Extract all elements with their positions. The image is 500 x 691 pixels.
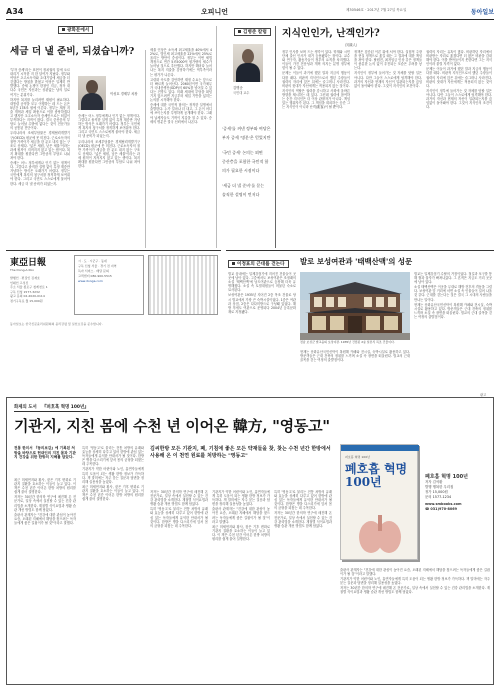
section-rule (6, 250, 221, 251)
website-link[interactable]: www.donga.com (78, 279, 103, 283)
article-title: 발로 보성여관과 '태백산맥'의 성문 (300, 257, 413, 266)
quote-line: '국민 증세' 논의는 외면 (222, 150, 263, 155)
quote-line: '세금 더 낼 준비'를 묻는 (222, 183, 265, 188)
cover-title-text: 폐호흡 혁명 100년 (345, 462, 408, 489)
ad-lead: 전통 한의서 『동의보감』에 기록된 처방을 바탕으로 현대인의 지친 몸과 기관지 건강을 위한 한방의 지혜를 담았다. (14, 446, 76, 460)
info-line: 발행인 · 편집인 김재호 (10, 276, 40, 280)
cover-illustration (351, 515, 409, 555)
article-body (414, 272, 492, 390)
ad-body (212, 490, 270, 678)
article-title: 지식인인가, 난겍인가? (282, 28, 380, 39)
logo-text: 東亞日報 (10, 258, 47, 268)
ad-body (150, 490, 208, 678)
paragraph: 벌교 읍내에는 일제강점기에 지어진 건물들이 곳곳에 남아 있다. 그중에서도 보성여관은 조정래의 소설 '태백산맥'에 남도여관으로 등장해 더욱 유명해졌다. 소설 속 토벌대원들이 머물던 숙소로 묘사된다. (228, 272, 296, 293)
book-meta: 문의 1577-1234 (425, 495, 452, 499)
issue-info: 제30546호 · 2017년 7월 27일 목요일 (346, 8, 407, 12)
article-body (354, 50, 422, 248)
paragraph: 저자는 30년간 한의학 연구에 매진해 온 전문가로, 일상 속에서 실천할 수 있는 건강 관리법을 소개한다. 계절별 식이요법과 생활 습관 개선 방법도 함께 담았다. (14, 495, 76, 512)
photo-caption: 전남 보성군 벌교읍의 보성여관. 1935년 건립된 2층 일본식 목조 건물이다. (300, 340, 395, 344)
info-line: 구독 신청 1577-3232 (10, 289, 40, 294)
article-body-cont (78, 114, 140, 240)
quote-line: '증세'를 꺼낸 정부와 여당은 (222, 126, 271, 131)
page-number: A34 (6, 7, 24, 16)
paper-logo (10, 255, 70, 272)
paragraph: 기관지가 약한 어린이와 노인, 흡연자들에게 특히 도움이 되는 생활 한방 정보가 가득하다. 책 말미에는 자주 묻는 질문과 답변을 정리해 실용성을 높였다. (340, 577, 490, 586)
paragraph: 저자는 30년간 한의학 연구에 매진해 온 전문가로, 일상 속에서 실천할 수 있는 건강 관리법을 소개한다. 계절별 식이요법과 생활 습관 개선 방법도 함께 담았다. (150, 490, 208, 507)
section-rule (226, 250, 494, 251)
paragraph: 현재는 문화유산국민신탁이 복원해 카페와 전시실, 숙박시설로 활용하고 있다. 방문객들은 근대 건축의 정취를 느끼며 소설 속 장면을 떠올린다. 벌교의 근대 골목을 걷는 여정의 출발점이다. (414, 302, 492, 319)
info-line: 인쇄인 고성진 (10, 280, 29, 285)
paragraph: 출판사 관계자는 "건강에 대한 관심이 높아진 요즘, 오래된 지혜에서 해답을 찾으려는 독자들에게 좋은 길잡이가 될 것"이라고 말했다. (340, 568, 490, 577)
book-cover (340, 444, 418, 560)
paragraph: 기관지가 약한 어린이와 노인, 흡연자들에게 특히 도움이 되는 생활 한방 정보가 가득하다. 책 말미에는 자주 묻는 질문과 답변을 정리해 실용성을 높였다. (82, 467, 144, 484)
paragraph: 출판사 관계자는 "건강에 대한 관심이 높아진 요즘, 오래된 지혜에서 해답을 찾으려는 독자들에게 좋은 길잡이가 될 것"이라고 말했다. (212, 507, 270, 524)
paragraph: '부자 증세'라는 표현이 정치권의 입에 오르내리기 시작한 지 한 달여가 지났다. 정부와 여당은 초고소득자와 초대기업에 세금을 더 걷겠다는 방침을 밝혔고 야당은 일제히 반발했다. 증세 논쟁이 한창인 지금, 정작 대다수 국민은 자신과는 상관없는 남의 일로 여기는 분위기다. (10, 68, 70, 97)
article-body (228, 272, 296, 390)
paragraph: 고령화 속도를 감안하면 재정 수요는 앞으로 더 빠르게 늘어난다. 2060년이면 국가채무가 국내총생산(GDP)의 60%를 넘어설 수 있다는 전망도 있다. 미래 세대에 부담을 떠넘기지 않으려면 지금부터 세입 기반을 넓히는 논의를 시작해야 한다. (150, 77, 212, 103)
cover-title (345, 463, 415, 488)
book-meta: 정가 15,000원 (425, 490, 448, 494)
book-meta: 저자 김석환 (425, 480, 443, 484)
paragraph: 특히 '영동고'로 불리는 전통 처방의 유래와 효능을 상세히 다루고 있어 한방에 관심 있는 독자들에게 유익한 안내서가 될 것이다. 한방은 병을 다스리기에 앞서 몸의 균형을 되찾는 데 주목한다. (150, 507, 208, 528)
ethics-notice: 동아일보는 한국신문윤리위원회의 윤리강령 및 실천요강을 준수합니다. (10, 322, 103, 326)
paragraph: 문제는 이들이 과거에 했던 말과 지금의 행동이 다를 때다. 비판적 지식인으로서 했던 주장들이 권력의 자리에 앉은 뒤에는 슬그머니 사라진다. 비판의 잣대가 자신에게는 적용되지 않는 것이다. (426, 67, 492, 88)
paragraph: 벌교는 일제강점기 수탈의 거점이었다. 철길과 포구를 통해 쌀과 물자가 빠져나갔다. 그 흔적은 지금도 거리 곳곳에 남아 있다. (414, 272, 492, 285)
byline: 이성호 경제부 차장 (110, 92, 138, 96)
paragraph: 출판사 관계자는 "건강에 대한 관심이 높아진 요즘, 오래된 지혜에서 해답을 찾으려는 독자들에게 좋은 길잡이가 될 것"이라고 말했다. (14, 512, 76, 525)
paragraph: 특히 '영동고'로 불리는 전통 처방의 유래와 효능을 상세히 다루고 있어 한방에 관심 있는 독자들에게 유익한 안내서가 될 것이다. 한방은 병을 다스리기에 앞서 몸의 균형을 되찾는 데 주목한다. (82, 446, 144, 467)
info-line: 광고 문의 02-2020-0114 (10, 294, 45, 299)
paragraph: 최근 미세먼지와 황사, 잦은 기후 변화로 기관지 질환을 호소하는 이들이 늘고 있다. 이 책은 수천 년간 이어온 한방 처방의 원리를 쉽게 풀어 설명한다. (14, 478, 76, 495)
masthead-rule (6, 19, 494, 20)
paragraph: 증세는 어느 정부에게나 인기 없는 정책이다. 그렇다고 솔직한 설명 없이 특정 계층만 겨냥하는 방식은 오래가기 어렵다. 정부는 국민에게 복지의 청구서를 정직하게 보여줘야 한다. 그리고 국민도 스스로에게 물어야 한다. 세금 더 낼 준비가 되었는지. (78, 114, 140, 139)
ad-tag-title: 『퍼호혹 혁명 100년』 (42, 405, 89, 410)
subscription-box (74, 255, 144, 315)
article-body-col2 (150, 48, 212, 248)
quote-line: 부자 증세 '명분'은 얻었지만 (222, 135, 271, 140)
ad-quote: 김씨한방 모든 기관지, 폐, 기침에 좋은 모든 약재들을 찾, 찾는 수천 년간 한방에서 사용해 온 이 천연 원료를 처방하는 "영동고" (150, 446, 331, 459)
paragraph: 저자는 30년간 한의학 연구에 매진해 온 전문가로, 일상 속에서 실천할 수 있는 건강 관리법을 소개한다. 계절별 식이요법과 생활 습관 개선 방법도 함께 담았다. (274, 511, 332, 528)
column-tag: 광화문에서 (58, 26, 93, 34)
paragraph: 우리나라의 조세부담률은 경제협력개발기구(OECD) 평균에 못 미친다. 근로소득자의 절반 가까이가 세금을 한 푼도 내지 않는 구조도 문제다. '넓은 세원, 낮은 세율'이라는 과세 원칙이 지켜지지 않고 있는 셈이다. 복지 확대를 원한다면 그만큼의 부담도 나눠 져야 한다. (78, 139, 140, 169)
columnist-name: 김병준 (233, 86, 243, 90)
column-tag: 김병준 칼럼 (234, 28, 271, 36)
quote-line: 중산층을 포함한 국민적 합의가 필요한 시점이다 (222, 159, 269, 173)
column-divider (275, 26, 276, 248)
ad-body (82, 446, 144, 678)
article-body (10, 68, 70, 240)
info-line: 독자 서비스 · 배달 문의 (78, 269, 109, 273)
pull-quote (222, 124, 272, 199)
paragraph: 최근 미세먼지와 황사, 잦은 기후 변화로 기관지 질환을 호소하는 이들이 늘고 있다. 이 책은 수천 년간 이어온 한방 처방의 원리를 쉽게 풀어 설명한다. (212, 524, 270, 542)
info-line: 시 · 도 · 시군구 · 동네 (78, 259, 107, 263)
ad-body (340, 568, 490, 678)
paragraph: 문제는 이들이 과거에 했던 말과 지금의 행동이 다를 때다. 비판적 지식인으로서 했던 주장들이 권력의 자리에 앉은 뒤에는 슬그머니 사라진다. 비판의 잣대가 자신에게는 적용되지 않는 것이다. (282, 71, 350, 88)
book-phone: ☎ 031)970-8069 (425, 507, 457, 511)
paper-name: 동아일보 (470, 9, 494, 16)
paragraph: 하지만 복지를 늘리려면 재원이 필요하다. 대통령 공약을 모두 이행하는 데 드는 돈은 5년간 178조 원에 이른다. 정부는 재정 지출 개혁과 세입 확충으로 이를 충당하겠다고 했지만 초고소득자 증세만으로는 턱없이 부족하다는 지적이 많다. 결국 중산층의 부담도 늘어날 수밖에 없다는 것이 전문가들의 공통된 진단이다. (10, 97, 70, 131)
paragraph: 세율 인상은 소득세 최고세율을 40%에서 42%로, 법인세 최고세율을 22%에서 25%로 올리는 방안이 중심이다. 정부는 이번 세법 개정으로 연간 5조5000억 원가량의 세수가 늘어날 것으로 추산했다. 하지만 해마다 늘어나는 복지 지출을 감당하기에는 역부족이라는 평가가 나온다. (150, 48, 212, 77)
book-title: 폐호흡 혁명 100년 (425, 474, 468, 480)
paragraph: 지식인이 정부에 들어가는 것 자체를 탓할 일은 아니다. 다만 그들이 스스로에게 엄격해야 한다. 과거의 자신과 현재의 자신이 일관되는지를 끊임없이 돌아봐야 한다. 그것이 지식인의 조건이다. (426, 88, 492, 110)
paragraph: 소설 태백산맥은 이곳을 무대로 해방 전후의 격동을 그렸다. 보성여관 앞 거리에 서면 소설 속 인물들이 걸어 나올 것 같다. 근대를 걷는다는 것은 결국 그 시대의 사람들을 만나는 일이다. (414, 285, 492, 302)
paragraph: 증세에 대한 국민적 합의는 정직한 설명에서 출발한다. 누가 얼마나 더 내고, 그 돈이 어디에 쓰이는지를 투명하게 공개해야 한다. 그래야 납세자들도 기꺼이 지갑을 열 수 있다. 증세의 명분은 결국 신뢰에서 나온다. (150, 103, 212, 124)
paragraph: 지식인이 정부에 들어가는 것 자체를 탓할 일은 아니다. 다만 그들이 스스로에게 엄격해야 한다. 과거의 자신과 현재의 자신이 일관되는지를 끊임없이 돌아봐야 한다. 그것이 지식인의 조건이다. (354, 71, 422, 88)
paragraph: 저자는 30년간 한의학 연구에 매진해 온 전문가로, 일상 속에서 실천할 수 있는 건강 관리법을 소개한다. 계절별 식이요법과 생활 습관 개선 방법도 함께 담았다. (340, 586, 490, 595)
ad-body (274, 490, 332, 678)
book-meta: 발행 행복한 우리집 (425, 485, 454, 489)
author-photo (78, 76, 106, 110)
barcode-box (148, 255, 218, 315)
ad-tag (14, 404, 89, 412)
column-tag: 이정표의 근대를 걷는다 (228, 260, 289, 268)
cover-top-band (341, 445, 419, 451)
column-divider (216, 26, 217, 248)
columnist-photo (233, 44, 263, 82)
article-body (282, 50, 350, 248)
paper-info-list (10, 276, 70, 304)
paragraph: 정책은 검증된 이론 위에 서야 한다. 실험적 주장을 현실 정책으로 옮길 때는 그 결과에 대한 책임을 져야 한다. 탈원전, 최저임금 인상 같은 정책들이 충분한 논의 없이 추진되는 모습은 우려를 낳는다. (354, 50, 422, 71)
info-line: 주소 서울 종로구 청계천로 1 (10, 285, 48, 290)
paragraph: 기관지가 약한 어린이와 노인, 흡연자들에게 특히 도움이 되는 생활 한방 정보가 가득하다. 책 말미에는 자주 묻는 질문과 답변을 정리해 실용성을 높였다. (212, 490, 270, 507)
article-body (300, 350, 410, 390)
masthead (6, 6, 494, 18)
title-annotation: (知識人) (345, 43, 358, 47)
info-line: 구독 신청 서울 · 경기 전 지역 (78, 264, 117, 268)
tag-square-icon (62, 28, 65, 31)
paragraph: 증세는 어느 정부에게나 인기 없는 정책이다. 그렇다고 솔직한 설명 없이 특정 계층만 겨냥하는 방식은 오래가기 어렵다. 정부는 국민에게 복지의 청구서를 정직하게 보여줘야 한다. 그리고 국민도 스스로에게 물어야 한다. 세금 더 낼 준비가 되었는지. (10, 161, 70, 186)
tag-square-icon (232, 262, 235, 265)
paragraph: 지식인의 역할은 권력을 감시하고 사회에 올바른 방향을 제시하는 데 있다. 그런데 권력에 참여하는 순간 지식인은 더 이상 관찰자가 아니다. 책임 있는 행위자가 된다. 그 책임을 회피하는 순간 그는 지식인이 아니라 난객(亂客)이 될 뿐이다. (282, 88, 350, 110)
info-line: 고객센터 080-900-5515 (78, 274, 112, 278)
ad-tag-label: 화제의 도서 (14, 405, 37, 410)
ad-headline: 기관지, 지친 몸에 수천 년 이어온 韓方, "영동고" (14, 417, 330, 435)
section-label: 오피니언 (201, 8, 229, 16)
paragraph: 특히 '영동고'로 불리는 전통 처방의 유래와 효능을 상세히 다루고 있어 한방에 관심 있는 독자들에게 유익한 안내서가 될 것이다. 한방은 병을 다스리기에 앞서 몸의 균형을 되찾는 데 주목한다. (274, 490, 332, 511)
quote-line: 솔직한 설명이 먼저다 (222, 192, 260, 197)
paragraph: 정부 인사를 보며 드는 생각이 있다. 학계와 시민단체 출신 인사가 대거 등용됐다는 점이다. 교수와 연구자, 활동가들이 정부의 요직을 차지했다. 이들이 가진 전문성과 개혁 의지는 분명 정부에 힘이 될 수 있다. (282, 50, 350, 71)
paragraph: 현재는 문화유산국민신탁이 복원해 카페와 전시실, 숙박시설로 활용하고 있다. 방문객들은 근대 건축의 정취를 느끼며 소설 속 장면을 떠올린다. 벌교의 근대 골목을 걷는 여정의 출발점이다. (300, 350, 410, 363)
paragraph: 우리나라의 조세부담률은 경제협력개발기구(OECD) 평균에 못 미친다. 근로소득자의 절반 가까이가 세금을 한 푼도 내지 않는 구조도 문제다. '넓은 세원, 낮은 세율'이라는 과세 원칙이 지켜지지 않고 있는 셈이다. 복지 확대를 원한다면 그만큼의 부담도 나눠 져야 한다. (10, 131, 70, 160)
building-photo (300, 272, 410, 340)
book-info (425, 474, 491, 512)
info-line: 정기구독료 월 15,000원 (10, 298, 43, 303)
book-url[interactable]: www.smbooks.com (425, 502, 462, 506)
tag-square-icon (238, 30, 241, 33)
column-divider (145, 50, 146, 248)
columnist-role: 국민대 교수 (233, 91, 250, 95)
paragraph: 권력의 자리는 유혹이 많다. 비판하던 자리에서 비판받는 자리로 옮겼다면 더 많은 비판을 감내해야 한다. 이를 받아들이지 못한다면 그는 지식인이라 불릴 자격이 없다. (426, 50, 492, 67)
paragraph: 최근 미세먼지와 황사, 잦은 기후 변화로 기관지 질환을 호소하는 이들이 늘고 있다. 이 책은 수천 년간 이어온 한방 처방의 원리를 쉽게 풀어 설명한다. (82, 484, 144, 502)
article-title: 세금 더 낼 준비, 되셨습니까? (10, 46, 135, 57)
paragraph: 보성여관은 1935년 지어진 2층 목조 건물로 당시 벌교에서 가장 큰 숙박시설이었다. 1층은 여관과 상점, 2층은 다다미방으로 구성돼 있었다. 해방 후에도 여관으로 운영되다 2004년 등록문화재로 지정됐다. (228, 293, 296, 314)
article-body (426, 50, 492, 248)
cover-small-title: 퍼호흡 혁명 100년 (345, 455, 371, 459)
logo-subtext: The Dong-A Ilbo (10, 268, 34, 272)
ad-badge: 광고 (480, 393, 487, 397)
ad-body (14, 478, 76, 678)
